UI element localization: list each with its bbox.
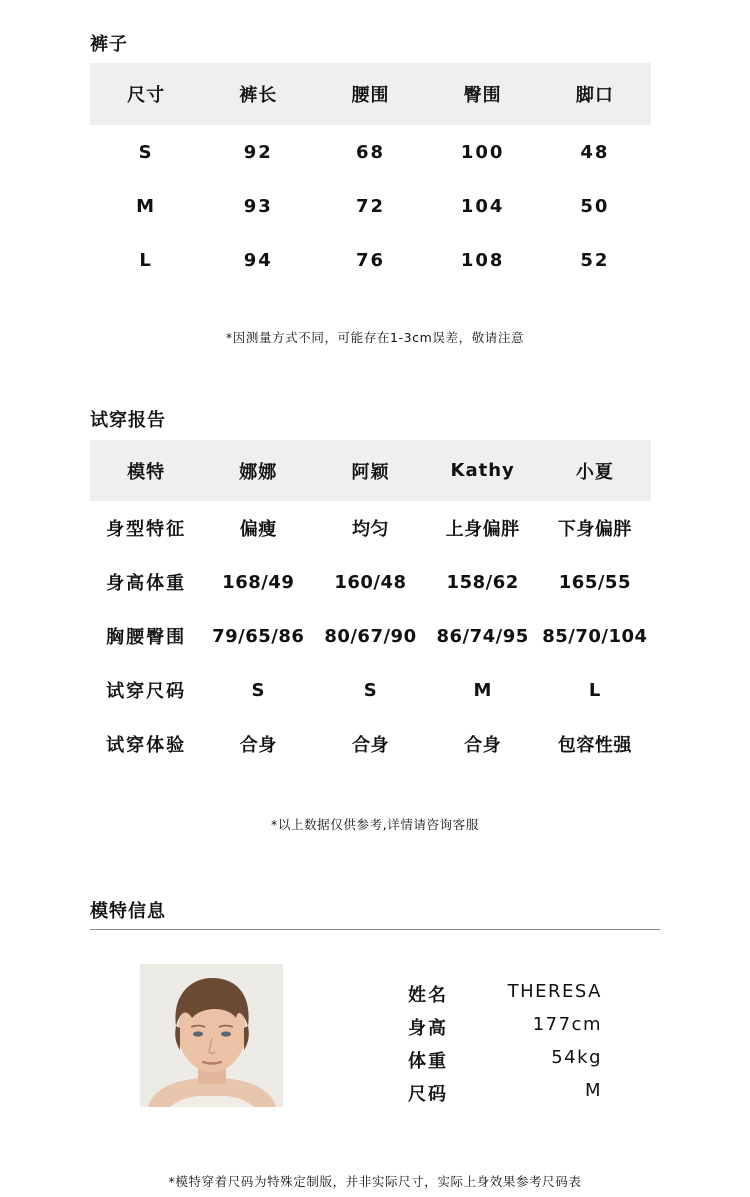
- length-cell: 93: [243, 195, 273, 217]
- table-row: [90, 501, 651, 555]
- reference-note: *以上数据仅供参考,详情请咨询客服: [271, 817, 479, 832]
- section-divider: [90, 929, 660, 930]
- table-row: [90, 717, 651, 771]
- table-cell: 上身偏胖: [445, 519, 520, 540]
- size-chart-header-row: [90, 63, 651, 125]
- size-chart-header-hip: 臀围: [427, 63, 539, 125]
- table-cell: 下身偏胖: [557, 519, 632, 540]
- model-section-title: 模特信息: [90, 901, 166, 922]
- size-cell: S: [138, 141, 154, 163]
- hem-cell: 48: [580, 141, 610, 163]
- tryon-header-xiaoxia: 小夏: [539, 440, 651, 501]
- table-cell: 79/65/86: [212, 625, 305, 647]
- table-cell: 165/55: [558, 571, 631, 593]
- row-label: 身型特征: [106, 519, 187, 540]
- waist-cell: 76: [355, 249, 385, 271]
- table-cell: M: [473, 679, 492, 701]
- hip-cell: 100: [460, 141, 505, 163]
- table-cell: 85/70/104: [542, 625, 648, 647]
- size-chart-header-size: 尺寸: [90, 63, 202, 125]
- table-cell: 160/48: [334, 571, 407, 593]
- name-value: THERESA: [507, 981, 602, 1002]
- table-cell: L: [588, 679, 601, 701]
- table-cell: 合身: [464, 735, 502, 756]
- size-label: 尺码: [408, 1084, 448, 1105]
- size-chart-header-waist: 腰围: [314, 63, 426, 125]
- table-row: [90, 233, 651, 287]
- tryon-header-row: [90, 440, 651, 501]
- table-cell: 合身: [239, 735, 277, 756]
- table-cell: 86/74/95: [436, 625, 529, 647]
- table-cell: 包容性强: [557, 735, 632, 756]
- table-cell: 168/49: [222, 571, 295, 593]
- row-label: 试穿尺码: [106, 681, 187, 702]
- waist-cell: 72: [355, 195, 385, 217]
- model-footnote: *模特穿着尺码为特殊定制版，并非实际尺寸，实际上身效果参考尺码表: [168, 1174, 582, 1189]
- hem-cell: 52: [580, 249, 610, 271]
- tryon-header-aying: 阿颖: [314, 440, 426, 501]
- row-label: 身高体重: [106, 573, 187, 594]
- tryon-section-title: 试穿报告: [90, 410, 166, 431]
- table-row: [90, 609, 651, 663]
- size-cell: L: [139, 249, 153, 271]
- table-cell: 80/67/90: [324, 625, 417, 647]
- size-chart-table: [90, 63, 651, 287]
- table-cell: S: [251, 679, 266, 701]
- waist-cell: 68: [355, 141, 385, 163]
- hem-cell: 50: [580, 195, 610, 217]
- size-cell: M: [136, 195, 157, 217]
- table-cell: 合身: [351, 735, 389, 756]
- model-portrait-illustration: [140, 964, 283, 1107]
- measurement-note: *因测量方式不同，可能存在1-3cm误差，敬请注意: [225, 330, 525, 345]
- row-label: 胸腰臀围: [106, 627, 187, 648]
- size-chart-header-hem: 脚口: [539, 63, 651, 125]
- length-cell: 92: [243, 141, 273, 163]
- hip-cell: 104: [460, 195, 505, 217]
- table-row: [90, 555, 651, 609]
- table-row: [90, 663, 651, 717]
- table-cell: 均匀: [351, 519, 389, 540]
- row-label: 试穿体验: [106, 735, 187, 756]
- tryon-report-table: [90, 440, 651, 771]
- tryon-header-model: 模特: [90, 440, 202, 501]
- length-cell: 94: [243, 249, 273, 271]
- pants-section-title: 裤子: [90, 34, 128, 55]
- weight-value: 54kg: [551, 1047, 602, 1068]
- model-photo: [140, 964, 283, 1107]
- size-value: M: [584, 1080, 602, 1101]
- hip-cell: 108: [460, 249, 505, 271]
- table-cell: 158/62: [446, 571, 519, 593]
- table-row: [90, 125, 651, 179]
- table-cell: 偏瘦: [239, 519, 277, 540]
- tryon-header-nana: 娜娜: [202, 440, 314, 501]
- weight-label: 体重: [408, 1051, 448, 1072]
- name-label: 姓名: [408, 985, 448, 1006]
- table-cell: S: [363, 679, 378, 701]
- table-row: [90, 179, 651, 233]
- height-value: 177cm: [532, 1014, 602, 1035]
- size-chart-header-length: 裤长: [202, 63, 314, 125]
- height-label: 身高: [408, 1018, 448, 1039]
- tryon-header-kathy: Kathy: [427, 440, 539, 501]
